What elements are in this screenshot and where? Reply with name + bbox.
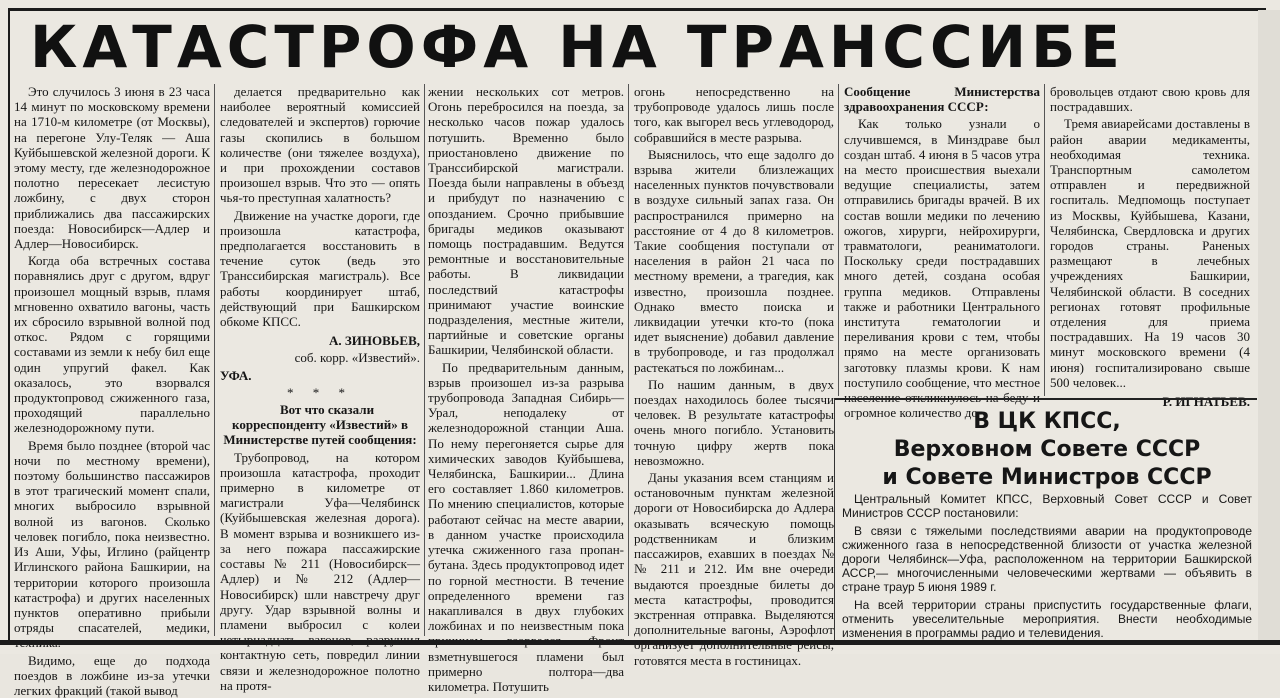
paragraph: По предварительным данным, взрыв произошел из-за разрыва трубопровода Западная Сибирь—Урал, неподалеку от железнодорожной станции Аша. По нему перегоняется сырье для химических заводов Куйбышева, Челябинска, Башкирии... Длина его составляет 1.860 километров. По мнению специалистов, которые работают сейчас на месте аварии, в данном участке происходила утечка сжиженного газа пропан-бутана. Здесь продуктопровод идет по горной местности. В течение определенного времени газ накапливался в двух глубоких ложбинах и по неизвестным пока взметнувшегося пламени был примерно полтора—два километра. Потушить — [428, 359, 624, 694]
announcement-title — [842, 408, 1252, 492]
paragraph: Движение на участке дороги, где произошла катастрофа, предполагается восстановить в течение суток (ведь это Транссибирская магистраль). Все работы координирует штаб, действующий при Башкирском обкоме КПСС. — [220, 207, 420, 330]
paragraph: Время было позднее (второй час ночи по местному времени), поэтому большинство пассажиров в этот трагический момент спали, многих выбросило взрывной волной из вагонов. Сколько человек погибло, пока неизвестно. Из Аши, Уфы, Иглино (райцентр Иглинского района Башкирии, на территории которого произошла катастрофа) и других населенных пунктов оперативно прибыли отряды спасателей, медики, — [14, 437, 210, 636]
dateline-place: УФА. — [220, 367, 252, 383]
author-byline: Р. ИГНАТЬЕВ. — [1162, 394, 1250, 410]
adjacent-page-edge — [1258, 10, 1280, 640]
health-ministry-lead: Сообщение Министерства здравоохранения СССР: — [844, 84, 1040, 115]
top-rule — [8, 8, 1266, 11]
paragraph: Выяснилось, что еще задолго до взрыва жители близлежащих населенных пунктов почувствовали в воздухе сильный запах газа. Он распространился примерно на расстояние от 4 до 8 километров. Такие сообщения поступали от населения в район 21 часа по местному времени, а трагедия, как известно, произошла позднее. Однако вместо поиска и ликвидации утечки кто-то (пока идет выяснение) добавил давление в трубопроводе, и газ продолжал растекаться по ложбинам... — [634, 146, 834, 375]
announcement-title-line: и Совете Министров СССР — [882, 465, 1212, 490]
announcement-title-line: В ЦК КПСС, — [973, 409, 1121, 434]
column-separator — [628, 84, 629, 636]
column-2 — [220, 84, 420, 693]
paragraph: Это случилось 3 июня в 23 часа 14 минут по московскому времени на 1710-м километре (от Москвы), на перегоне Улу-Теляк — Аша Куйбышевской железной дороги. К этому месту, где железнодорожное полотно пересекает лесистую ложбину, с двух сторон приближались два пассажирских поезда: Новосибирск—Адлер и Адлер—Новосибирск. — [14, 84, 210, 252]
author-byline: А. ЗИНОВЬЕВ, — [329, 333, 420, 349]
paragraph: жении нескольких сот метров. Огонь перебросился на поезда, за несколько часов пожар удалось потушить. Временно было приостановлено движение по Транссибирской магистрали. Поезда были направлены в объезд и прибудут по назначению с опозданием. Срочно прибывшие бригады медиков оказывают помощь пострадавшим. Ведутся ремонтные и восстановительные работы. В ликвидации последствий катастрофы принимают участие воинские подразделения, местные жители, партийные и советские органы Башкирии, Челябинской области. — [428, 84, 624, 358]
column-separator — [424, 84, 425, 636]
paragraph: Когда оба встречных состава поравнялись друг с другом, вдруг произошел мощный взрыв, пламя мгновенно охватило вагоны, часть их сбросило взрывной волной под откос. Рядом с горящими составами из земли к небу бил еще один упругий факел. Как оказалось, это взорвался продуктопровод сжиженного газа, проходящий параллельно железнодорожному пути. — [14, 253, 210, 436]
paragraph: Даны указания всем станциям и остановочным пунктам железной дороги от Новосибирска до Адлера оказывать всяческую помощь родственникам и близким пассажиров, ехавших в поездах №№ 211 и 212. Им вне очереди выдаются проездные билеты до места катастрофы, проводится экстренная отправка. Выделяются дополнительные вагоны, Аэрофлот готовятся места в гостиницах. — [634, 470, 834, 668]
paragraph: бровольцев отдают свою кровь для пострадавших. — [1050, 84, 1250, 115]
paragraph: Тремя авиарейсами доставлены в район аварии медикаменты, необходимая техника. Транспортным самолетом отправлен и передвижной госпиталь. Медпомощь поступает из Москвы, Куйбышева, Казани, Челябинска, Свердловска и других городов страны. Раненых размещают в лечебных учреждениях Башкирии, Челябинской области. В соседних регионах готовят профильные отделения для приема пострадавших. На 19 часов 30 минут московского времени (4 июня) госпитализировано свыше 500 человек... — [1050, 116, 1250, 390]
section-divider-stars: * * * — [287, 384, 353, 400]
left-rule — [8, 8, 10, 642]
column-separator — [838, 84, 839, 396]
paragraph: По нашим данным, в двух поездах находилось более тысячи человек. В результате катастрофы очень много погибло. Установить точную цифру жертв пока невозможно. — [634, 376, 834, 468]
column-separator — [214, 84, 215, 636]
bottom-rule — [0, 640, 1280, 645]
column-5 — [844, 84, 1041, 421]
ministry-intro: Вот что сказали корреспонденту «Известий» в Министерстве путей сообщения: — [223, 402, 417, 448]
announcement-paragraph: На всей территории страны приспустить государственные флаги, отменить увеселительные мероприятия. Внести необходимые изменения в программы радио и телевидения. — [842, 598, 1252, 640]
headline: КАТАСТРОФА НА ТРАНССИБЕ — [30, 13, 1125, 81]
paragraph: Как только узнали о случившемся, в Минздраве был создан штаб. 4 июня в 5 часов утра на место происшествия выехали ведущие специалисты, затем отправились бригады врачей. В их состав вошли медики по лечению ожогов, хирурги, нейрохирурги, травматологи, реаниматологи. Поскольку среди пострадавших много детей, создана особая группа медиков. Отправлены также и работники Центрального института гематологии и переливания крови с тем, чтобы прямо на месте организовать заготовку плазмы крови. К нам поступило сообщение, что местное население откликнулось на беду и огромное количество до- — [844, 116, 1041, 421]
column-6 — [1050, 84, 1250, 410]
paragraph: Видимо, еще до подхода поездов в ложбине из-за утечки легких фракций (такой вывод — [14, 652, 210, 698]
column-separator — [1044, 84, 1045, 396]
announcement-paragraph: Центральный Комитет КПСС, Верховный Совет СССР и Совет Министров СССР постановили: — [842, 492, 1252, 520]
paragraph: делается предварительно как наиболее вероятный комиссией следователей и экспертов) горючие газы скопились в большом количестве (они тяжелее воздуха), и при прохождении составов произошел взрыв. Что это — опять чья-то преступная халатность? — [220, 84, 420, 206]
announcement-paragraph: В связи с тяжелыми последствиями аварии на продуктопроводе сжиженного газа в непосредственной близости от участка железной дороги Челябинск—Уфа, расположенном на территории Башкирской АССР,— многочисленными человеческими жертвами — объявить в стране траур 5 июня 1989 г. — [842, 524, 1252, 594]
column-3 — [428, 84, 624, 694]
paragraph: огонь непосредственно на трубопроводе удалось лишь после того, как выгорел весь углеводород, собравшийся в месте разрыва. — [634, 84, 834, 145]
column-4 — [634, 84, 834, 668]
column-1 — [14, 84, 210, 698]
announcement-title-line: Верховном Совете СССР — [893, 437, 1201, 462]
paragraph: Трубопровод, на котором произошла катастрофа, проходит примерно в километре от магистрали Уфа—Челябинск (Куйбышевская железная дорога). В момент взрыва и возникшего из-за него пожара пассажирские составы № 211 (Новосибирск—Адлер) и № 212 (Адлер—Новосибирск) шли навстречу друг другу. Удар взрывной волны и пламени выбросил с колеи контактную сеть, повредил линии связи и железнодорожное полотно на протя- — [220, 449, 420, 693]
author-role: соб. корр. «Известий». — [294, 350, 420, 366]
announcement-body — [842, 492, 1252, 640]
